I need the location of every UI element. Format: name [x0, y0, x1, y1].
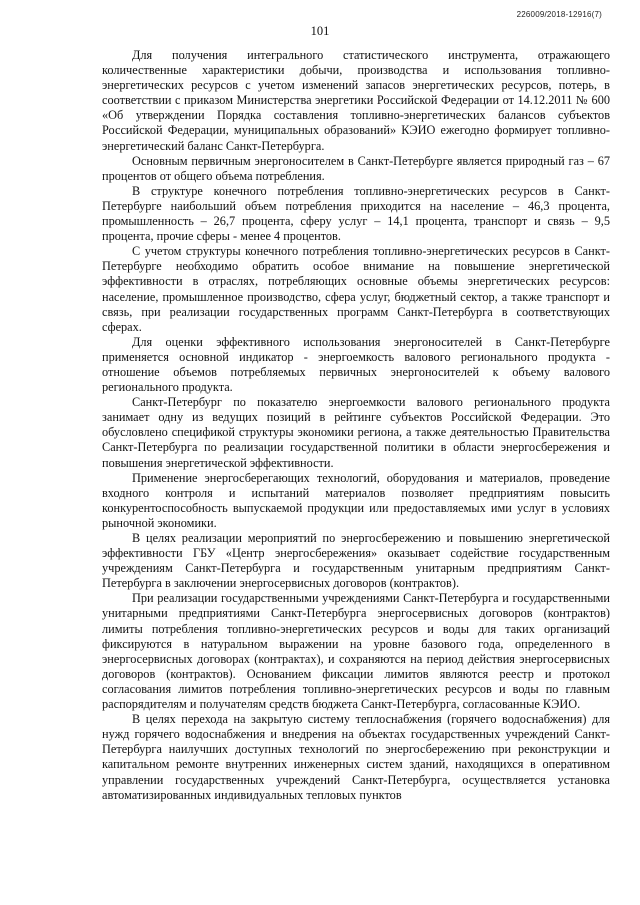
paragraph-fuel-energy-balance: Для получения интегрального статистического инструмента, отражающего количественные характеристики добычи, производства и использования топливно-энергетических ресурсов с учетом изменений запасов энергетических ресурсов, потерь, в соответствии с приказом Министерства энергетики Российской Федерации от 14.12.2011 № 600 «Об утверждении Порядка составления топливно-энергетических балансов субъектов Российской Федерации, муниципальных образований» КЭИО ежегодно формирует топливно-энергетический баланс Санкт-Петербурга.: [102, 48, 610, 153]
document-registration-number: 226009/2018-12916(7): [516, 10, 602, 19]
paragraph-energy-service-contracts: При реализации государственными учреждениями Санкт-Петербурга и государственными унитарными предприятиями Санкт-Петербурга энергосервисных договоров (контрактов) лимиты потребления топливно-энергетических ресурсов и воды для таких организаций фиксируются в натуральном выражении на уровне базового года, определенного в энергосервисных договорах (контрактах), и сохраняются на период действия энергосервисных договоров (контрактов). Основанием фиксации лимитов являются реестр и протокол согласования лимитов потребления топливно-энергетических ресурсов и воды по главным распорядителям и получателям средств бюджета Санкт-Петербурга, согласованные КЭИО.: [102, 591, 610, 712]
paragraph-energy-saving-technologies: Применение энергосберегающих технологий, оборудования и материалов, проведение входного контроля и испытаний материалов позволяет предприятиям повысить конкурентоспособность выпускаемой продукции или предоставляемых ими услуг в условиях рыночной экономики.: [102, 470, 610, 530]
paragraph-energy-intensity-indicator: Для оценки эффективного использования энергоносителей в Санкт-Петербурге применяется основной индикатор - энергоемкость валового регионального продукта - отношение объемов потребляемых первичных энергоносителей к объему валового регионального продукта.: [102, 334, 610, 395]
paragraph-consumption-structure: В структуре конечного потребления топливно-энергетических ресурсов в Санкт-Петербурге наибольший объем потребления приходится на население – 46,3 процента, промышленность – 26,7 процента, сферу услуг – 14,1 процента, транспорт и связь – 9,5 процента, прочие сферы - менее 4 процентов.: [102, 183, 610, 244]
document-body: [102, 48, 610, 803]
page-number: 101: [310, 24, 330, 38]
paragraph-energy-saving-center: В целях реализации мероприятий по энергосбережению и повышению энергетической эффективности ГБУ «Центр энергосбережения» оказывает содействие государственным учреждениям Санкт-Петербурга и государственным унитарным предприятиям Санкт-Петербурга в заключении энергосервисных договоров (контрактов).: [102, 531, 610, 591]
paragraph-closed-heat-supply: В целях перехода на закрытую систему теплоснабжения (горячего водоснабжения) для нужд горячего водоснабжения и внедрения на объектах государственных учреждений Санкт-Петербурга наилучших доступных технологий по энергосбережению при реконструкции и капитальном ремонте внутренних инженерных систем зданий, находящихся в оперативном управлении государственных учреждений Санкт-Петербурга, осуществляется установка автоматизированных индивидуальных тепловых пунктов: [102, 712, 610, 802]
paragraph-primary-energy-carrier: Основным первичным энергоносителем в Санкт-Петербурге является природный газ – 67 процентов от общего объема потребления.: [102, 153, 610, 183]
paragraph-energy-efficiency-focus: С учетом структуры конечного потребления топливно-энергетических ресурсов в Санкт-Петербурге необходимо обратить особое внимание на повышение энергетической эффективности в отраслях, потребляющих основные объемы энергетических ресурсов: население, промышленное производство, сфера услуг, бюджетный сектор, а также транспорт и связь, при реализации государственных программ Санкт-Петербурга в соответствующих сферах.: [102, 244, 610, 334]
paragraph-ranking-position: Санкт-Петербург по показателю энергоемкости валового регионального продукта занимает одну из ведущих позиций в рейтинге субъектов Российской Федерации. Это обусловлено спецификой структуры экономики региона, а также деятельностью Правительства Санкт-Петербурга по реализации государственной политики в области энергосбережения и повышения энергетической эффективности.: [102, 395, 610, 470]
